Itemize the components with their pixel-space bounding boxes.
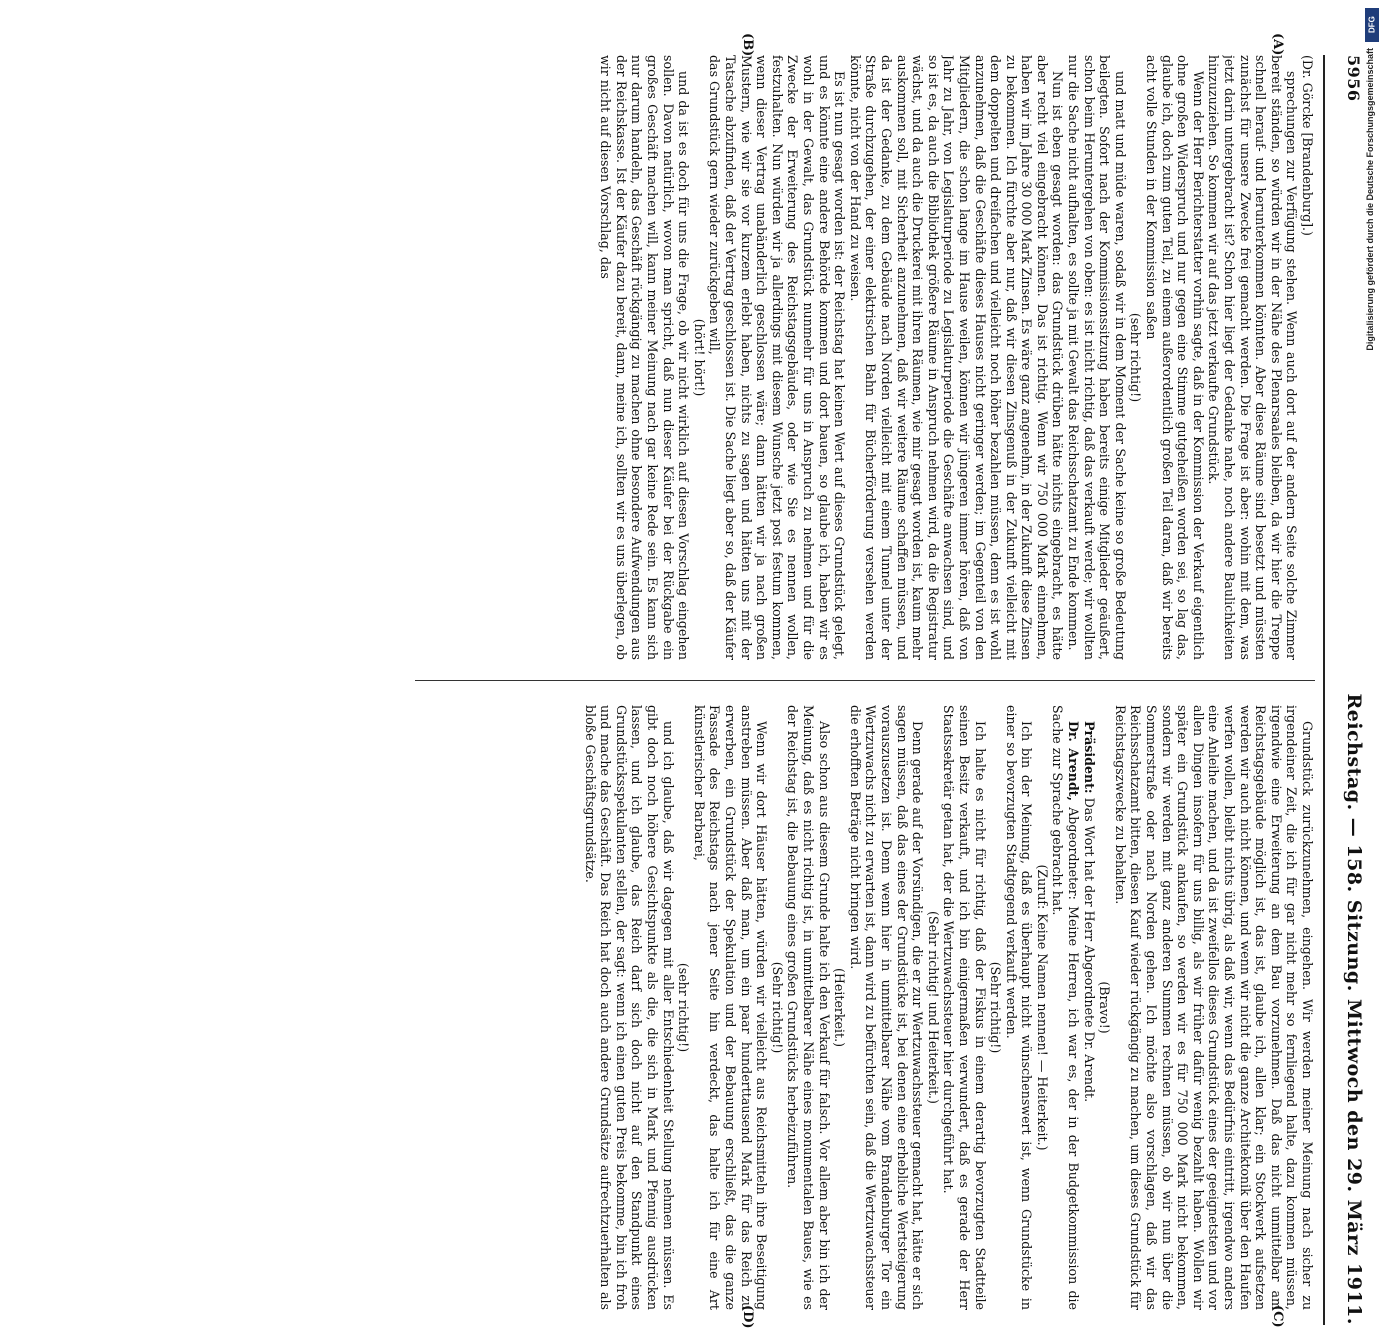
interjection: (sehr richtig!)	[676, 962, 692, 1053]
dfg-logo: DFG	[1365, 8, 1379, 42]
interjection: (Zuruf: Keine Namen nennen! — Heiterkeit.)	[1034, 864, 1050, 1151]
paragraph: Ich bin der Meinung, daß es überhaupt nicht wünschenswert ist, wenn Grundstücke in einer so bevorzugten Stadtgegend verkauft werden.	[1003, 705, 1035, 1310]
speaker-paragraph	[1050, 705, 1081, 1310]
interjection: (hört! hört!)	[691, 318, 707, 397]
speaker-name: Präsident:	[1081, 721, 1097, 794]
paragraph: Denn gerade auf der Vorsündigen, die er zur Wertzuwachssteuer gemacht hat, hätte er sich sagen müssen, daß das eines der Grundstücke ist, bei denen eine erhebliche Wertsteigerung vorauszusetzen ist. Denn wenn hier in unmittelbarer Nähe vom Brandenburger Tor ein Wertzuwachs nicht zu erwarten ist, dann wird zu befürchten sein, daß die Wertzuwachssteuer die erhofften Beträge nicht bringen wird.	[847, 705, 926, 1310]
dfg-funding-note: Digitalisierung gefördert durch die Deutsche Forschungsgemeinschaft	[1365, 48, 1375, 351]
paragraph: Es ist nun gesagt worden ist: der Reichstag hat keinen Wert auf dieses Grundstück gelegt, und es könnte eine andere Behörde kommen und dort bauen, so glaube ich, haben wir es wohl in der Gewalt, das Grundstück nunmehr für uns in Anspruch zu nehmen und für die Zwecke der Erweiterung des Reichstagsgebäudes, oder wie Sie es nennen wollen, festzuhalten. Nun würden wir ja allerdings mit diesem Wunsche jetzt post festum kommen, wenn dieser Vertrag unabänderlich geschlossen wäre; dann hätten wir ja nach großen Mustern, wie wir sie vor kurzem erlebt haben, nichts zu sagen und hätten uns mit der Tatsache abzufinden, daß der Vertrag geschlossen ist. Die Sache liegt aber so, daß der Käufer das Grundstück gern wieder zurückgeben will,	[707, 55, 848, 660]
right-column	[415, 705, 1315, 1310]
paragraph: Wenn der Herr Berichterstatter vorhin sagte, daß in der Kommission der Verkauf eigentlich ohne großen Widerspruch und nur gegen eine Stimme gutgeheißen worden sei, so lag das, glaube ich, doch zum guten Teil, zu einem außerordentlich großen Teil daran, daß wir bereits acht volle Stunden in der Kommission saßen	[1144, 55, 1206, 660]
speaker-text: Abgeordneter: Meine Herren, ich war es, der in der Budgetkommission die Sache zur Sprache gebracht hat.	[1050, 705, 1082, 1310]
interjection: (Sehr richtig! und Heiterkeit.)	[925, 911, 941, 1104]
left-column	[415, 55, 1315, 660]
paragraph: und da ist es doch für uns die Frage, ob wir nicht wirklich auf diesen Vorschlag eingehen sollen. Davon natürlich, wovon man spricht, daß nun dieser Käufer bei der Rückgabe ein großes Geschäft machen will, kann meiner Meinung nach gar keine Rede sein. Es kann sich nur darum handeln, das Geschäft rückgängig zu machen ohne besondere Aufwendungen aus der Reichskasse. Ist der Käufer dazu bereit, dann, meine ich, sollten wir es uns überlegen, ob wir nicht auf diesen Vorschlag, das	[598, 55, 692, 660]
margin-mark-a: (A)	[1270, 33, 1285, 56]
page-title: Reichstag. — 158. Sitzung. Mittwoch den 29. März 1911.	[1343, 693, 1365, 1325]
speaker-header: (Dr. Görcke [Brandenburg].)	[1300, 55, 1315, 236]
speaker-paragraph	[1081, 705, 1097, 1310]
interjection: (sehr richtig!)	[1128, 312, 1144, 403]
page-number: 5956	[1344, 55, 1364, 102]
interjection: (Heiterkeit.)	[832, 968, 848, 1047]
paragraph: und matt und müde waren, sodaß wir in dem Moment der Sache keine so große Bedeutung beilegten. Sofort nach der Kommissionssitzung haben bereits einige Mitglieder geäußert, schon beim Heruntergehen von oben: es ist nicht richtig, daß das verkauft werde; wir wollten nur die Sache nicht aufhalten, es sollte ja mit Gewalt das Reichsschatzamt zu Ende kommen.	[1066, 55, 1128, 660]
paragraph: Also schon aus diesem Grunde halte ich den Verkauf für falsch. Vor allem aber bin ich der Meinung, daß es nicht richtig ist, in unmittelbarer Nähe eines monumentalen Baues, wie es der Reichstag ist, die Bebauung eines großen Grundstücks herbeizuführen.	[785, 705, 832, 1310]
margin-mark-c: (C)	[1270, 1305, 1285, 1328]
paragraph: Wenn wir dort Häuser hätten, würden wir vielleicht aus Reichsmitteln ihre Beseitigung anstreben müssen. Aber daß man, um ein paar hunderttausend Mark für das Reich zu erwerben, ein Grundstück der Spekulation und der Bebauung erschließt, das die ganze Fassade des Reichstags nach jener Seite hin verdeckt, das halte ich für eine Art künstlerischer Barbarei,	[691, 705, 770, 1310]
paragraph: und ich glaube, daß wir dagegen mit aller Entschiedenheit Stellung nehmen müssen. Es gibt doch noch höhere Gesichtspunkte als die, die sich in Mark und Pfennig ausdrücken lassen, und ich glaube, das Reich darf sich doch nicht auf den Standpunkt eines Grundstücksspekulanten stellen, der sagt: wenn ich einen guten Preis bekomme, bin ich froh und mache das Geschäft. Das Reich hat doch auch andere Grundsätze aufrechtzuerhalten als bloße Geschäftsgrundsätze.	[582, 705, 676, 1310]
interjection: (Sehr richtig!)	[988, 961, 1004, 1054]
page-body	[415, 33, 1315, 1329]
paragraph: Grundstück zurückzunehmen, eingehen. Wir werden meiner Meinung nach sicher zu irgendeiner Zeit, die ich für gar nicht mehr so fernliegend halte, dazu kommen müssen, irgendwie eine Erweiterung an dem Bau vorzunehmen. Daß das nicht unmittelbar am Reichstagsgebäude möglich ist, das ist, glaube ich, allen klar; ein Stockwerk aufsetzen werden wir auch nicht können, und wenn wir nicht die ganze Architektonik über den Haufen werfen wollen, bleibt nichts übrig, als daß wir, wenn das Bedürfnis eintritt, irgendwo anders eine Anleihe machen, und da ist zweifellos dieses Grundstück eines der geeignetsten und vor allen Dingen insofern für uns billig, als wir früher dafür wenig bezahlt haben. Wollen wir später ein Grundstück ankaufen, so werden wir es für 750 000 Mark nicht bekommen, sondern wir werden mit ganz anderen Summen rechnen müssen, ob wir nun über die Sommerstraße oder nach Norden gehen. Ich möchte also vorschlagen, daß wir das Reichsschatzamt bitten, diesen Kauf wieder rückgängig zu machen, um dieses Grundstück für Reichstagszwecke zu behalten.	[1112, 705, 1315, 1310]
speaker-name: Dr. Arendt,	[1066, 721, 1082, 801]
column-divider	[415, 680, 1315, 681]
paragraph: Ich halte es nicht für richtig, daß der Fiskus in einem derartig bevorzugten Stadtteile seinen Besitz verkauft, und ich bin einigermaßen verwundert, daß es gerade der Herr Staatssekretär getan hat, der die Wertzuwachssteuer hier durchgeführt hat.	[941, 705, 988, 1310]
margin-mark-b: (B)	[740, 33, 755, 57]
interjection: (Sehr richtig!)	[769, 961, 785, 1054]
interjection: (Bravo!)	[1097, 981, 1113, 1034]
speaker-text: Das Wort hat der Herr Abgeordnete Dr. Arendt.	[1081, 793, 1097, 1103]
margin-mark-d: (D)	[740, 1305, 755, 1329]
paragraph: Nun ist eben gesagt worden: das Grundstück drüben hätte nichts eingebracht, es hätte aber recht viel eingebracht können. Das ist richtig. Wenn wir 750 000 Mark einnehmen, haben wir im Jahre 30 000 Mark Zinsen. Es wäre ganz angenehm, in der Zukunft diese Zinsen zu bekommen. Ich fürchte aber nur, daß wir diesen Zinsgenuß in der Zukunft vielleicht mit dem doppelten und dreifachen und vielleicht noch höher bezahlen müssen, denn es ist wohl anzunehmen, daß die Geschäfte dieses Hauses nicht geringer werden; im Gegenteil von den Mitgliedern, die schon lange im Hause weilen, können wir jüngeren immer hören, daß von Jahr zu Jahr, von Legislaturperiode zu Legislaturperiode die Geschäfte anwachsen sind, und so ist es, da auch die Bibliothek größere Räume in Anspruch nehmen wird, da die Registratur wächst, und da auch die Druckerei mit ihren Räumen, wie mir gesagt worden ist, kaum mehr auskommen soll, mit Sicherheit anzunehmen, daß wir weitere Räume schaffen müssen, und da ist der Gedanke, zu dem Gebäude nach Norden vielleicht mit einem Tunnel unter der Straße durchzugehen, der einer elektrischen Bahn für Bücherförderung versehen werden könnte, nicht von der Hand zu weisen.	[847, 55, 1066, 660]
paragraph: sprechungen zur Verfügung stehen. Wenn auch dort auf der andern Seite solche Zimmer bereit ständen, so würden wir in der Nähe des Plenarsaales bleiben, da wir hier die Treppe schnell herauf- und herunterkommen könnten. Aber diese Räume sind besetzt und müssten zunächst für unsere Zwecke frei gemacht werden. Die Frage ist aber: wohin mit dem, was jetzt darin untergebracht ist? Schon hier liegt der Gedanke nahe, noch andere Baulichkeiten hinzuzuziehen. So kommen wir auf das jetzt verkaufte Grundstück.	[1206, 55, 1300, 660]
dfg-side-note	[1365, 8, 1379, 993]
